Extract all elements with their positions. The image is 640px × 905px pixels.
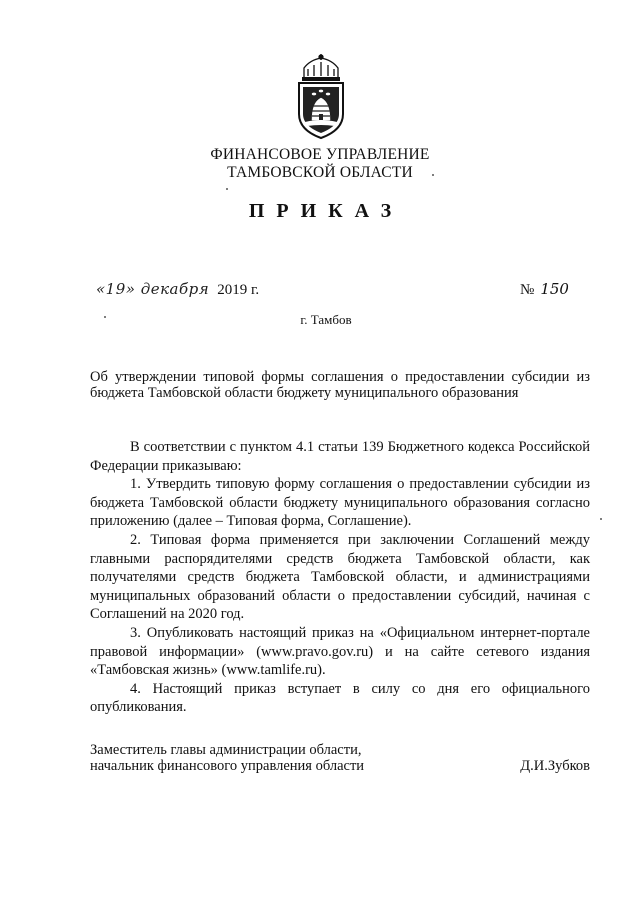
scan-speck	[226, 188, 228, 190]
order-subject: Об утверждении типовой формы соглашения о предоставлении субсидии из бюджета Тамбовской области бюджету муниципального образования	[90, 369, 590, 401]
order-year: 2019 г.	[217, 282, 260, 298]
signatory-position-line2: начальник финансового управления области	[90, 758, 365, 774]
document-type-title: ПРИКАЗ	[248, 200, 404, 222]
org-name-line2: ТАМБОВСКОЙ ОБЛАСТИ	[227, 164, 413, 181]
scan-speck	[104, 316, 106, 318]
signature-block	[90, 742, 590, 774]
preamble-paragraph: В соответствии с пунктом 4.1 статьи 139 Бюджетного кодекса Российской Федерации приказываю:	[90, 439, 590, 474]
order-item-4: 4. Настоящий приказ вступает в силу со дня его официального опубликования.	[90, 680, 590, 716]
scan-speck	[600, 518, 602, 520]
scan-speck	[432, 174, 434, 176]
order-number	[520, 280, 569, 299]
signatory-name: Д.И.Зубков	[520, 758, 590, 774]
handwritten-number: 150	[540, 280, 569, 298]
org-name-line1: ФИНАНСОВОЕ УПРАВЛЕНИЕ	[210, 146, 430, 163]
city-line: г. Тамбов	[300, 312, 352, 327]
order-item-1: 1. Утвердить типовую форму соглашения о предоставлении субсидии из бюджета Тамбовской области бюджету муниципального образования согласно приложению (далее – Типовая форма, Соглашение).	[90, 476, 590, 530]
handwritten-date: «19» декабря	[96, 280, 210, 298]
signatory-position-line1: Заместитель главы администрации области,	[90, 742, 362, 758]
order-item-3: 3. Опубликовать настоящий приказ на «Официальном интернет-портале правовой информации» (www.pravo.gov.ru) и на сайте сетевого издания «Тамбовская жизнь» (www.tamlife.ru).	[90, 624, 590, 679]
order-date	[96, 280, 259, 299]
order-item-2: 2. Типовая форма применяется при заключении Соглашений между главными распорядителями средств бюджета Тамбовской области, как получателями средств бюджета Тамбовской области, и администрациями муниципальных образований области о предоставлении субсидий, начиная с Соглашений на 2020 год.	[90, 531, 590, 623]
order-body	[90, 438, 590, 717]
coat-of-arms-icon	[290, 54, 352, 140]
number-label: №	[520, 282, 535, 298]
